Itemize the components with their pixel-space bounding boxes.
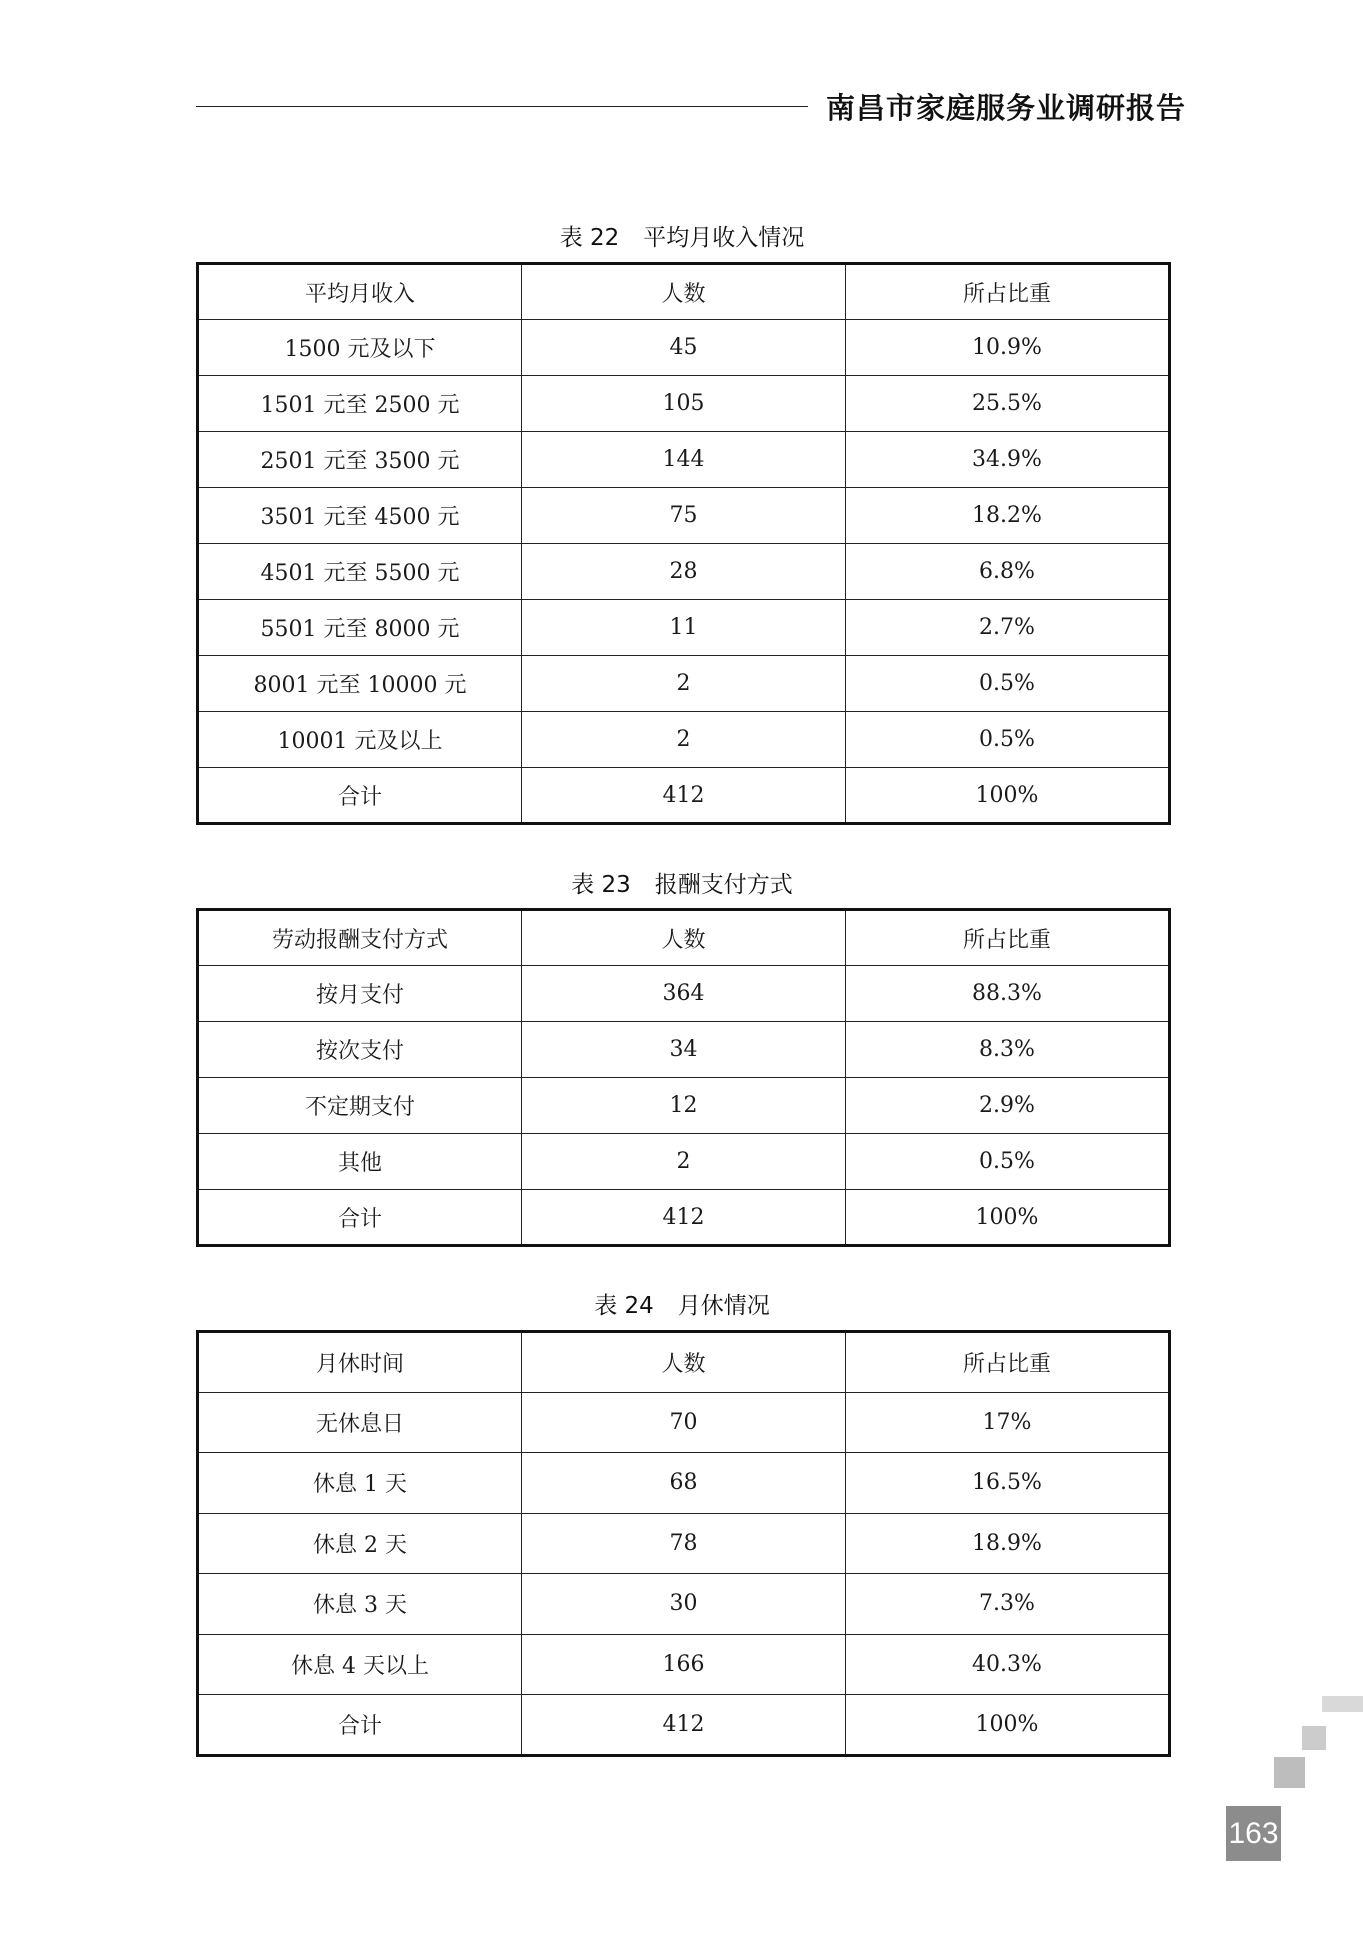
column-header: 所占比重 xyxy=(846,264,1170,320)
table-cell: 无休息日 xyxy=(198,1392,522,1453)
table-24 xyxy=(196,1330,1171,1757)
table-row xyxy=(198,1695,1170,1756)
table-cell: 合计 xyxy=(198,768,522,824)
table-cell: 4501 元至 5500 元 xyxy=(198,544,522,600)
column-header: 人数 xyxy=(522,1332,846,1393)
table-cell: 18.9% xyxy=(846,1513,1170,1574)
table-cell: 2 xyxy=(522,712,846,768)
table-row xyxy=(198,432,1170,488)
table-cell: 412 xyxy=(522,768,846,824)
table-cell: 1501 元至 2500 元 xyxy=(198,376,522,432)
table-cell: 68 xyxy=(522,1453,846,1514)
table-cell: 100% xyxy=(846,1695,1170,1756)
table-cell: 11 xyxy=(522,600,846,656)
table-cell: 1500 元及以下 xyxy=(198,320,522,376)
table-cell: 70 xyxy=(522,1392,846,1453)
corner-decoration-square xyxy=(1274,1757,1305,1788)
table-row xyxy=(198,1022,1170,1078)
table-cell: 0.5% xyxy=(846,656,1170,712)
running-header-title: 南昌市家庭服务业调研报告 xyxy=(826,91,1187,125)
table-row xyxy=(198,712,1170,768)
table-cell: 0.5% xyxy=(846,712,1170,768)
table-cell: 合计 xyxy=(198,1695,522,1756)
table-cell: 144 xyxy=(522,432,846,488)
table-cell: 18.2% xyxy=(846,488,1170,544)
column-header: 所占比重 xyxy=(846,910,1170,966)
table-cell: 休息 4 天以上 xyxy=(198,1634,522,1695)
column-header: 人数 xyxy=(522,910,846,966)
table-cell: 2 xyxy=(522,656,846,712)
table-cell: 其他 xyxy=(198,1134,522,1190)
table-cell: 34.9% xyxy=(846,432,1170,488)
table-header-row xyxy=(198,1332,1170,1393)
table-cell: 166 xyxy=(522,1634,846,1695)
column-header: 劳动报酬支付方式 xyxy=(198,910,522,966)
table-cell: 按次支付 xyxy=(198,1022,522,1078)
table-cell: 12 xyxy=(522,1078,846,1134)
table-cell: 364 xyxy=(522,966,846,1022)
table-row xyxy=(198,1078,1170,1134)
table-row xyxy=(198,1392,1170,1453)
table-row xyxy=(198,768,1170,824)
table-row xyxy=(198,1634,1170,1695)
table-cell: 34 xyxy=(522,1022,846,1078)
corner-decoration-square xyxy=(1322,1696,1363,1712)
table-cell: 40.3% xyxy=(846,1634,1170,1695)
table-24-title: 月休情况 xyxy=(677,1293,770,1319)
table-cell: 88.3% xyxy=(846,966,1170,1022)
column-header: 所占比重 xyxy=(846,1332,1170,1393)
table-cell: 5501 元至 8000 元 xyxy=(198,600,522,656)
column-header: 月休时间 xyxy=(198,1332,522,1393)
table-cell: 45 xyxy=(522,320,846,376)
table-cell: 17% xyxy=(846,1392,1170,1453)
table-22-title: 平均月收入情况 xyxy=(643,225,805,251)
table-23 xyxy=(196,908,1171,1247)
table-cell: 30 xyxy=(522,1574,846,1635)
table-cell: 78 xyxy=(522,1513,846,1574)
table-23-title: 报酬支付方式 xyxy=(654,872,793,898)
table-cell: 2.9% xyxy=(846,1078,1170,1134)
table-23-caption xyxy=(196,866,1168,899)
table-cell: 按月支付 xyxy=(198,966,522,1022)
table-header-row xyxy=(198,910,1170,966)
corner-decoration-square xyxy=(1302,1726,1326,1750)
table-cell: 合计 xyxy=(198,1190,522,1246)
table-row xyxy=(198,544,1170,600)
table-row xyxy=(198,966,1170,1022)
table-cell: 75 xyxy=(522,488,846,544)
table-24-caption xyxy=(196,1287,1168,1320)
table-row xyxy=(198,600,1170,656)
table-cell: 2.7% xyxy=(846,600,1170,656)
table-row xyxy=(198,1190,1170,1246)
table-23-body xyxy=(198,910,1170,1246)
table-cell: 不定期支付 xyxy=(198,1078,522,1134)
table-24-body xyxy=(198,1332,1170,1756)
table-row xyxy=(198,1574,1170,1635)
column-header: 人数 xyxy=(522,264,846,320)
table-row xyxy=(198,376,1170,432)
table-cell: 休息 3 天 xyxy=(198,1574,522,1635)
table-cell: 100% xyxy=(846,768,1170,824)
table-cell: 100% xyxy=(846,1190,1170,1246)
table-row xyxy=(198,1134,1170,1190)
table-22-caption xyxy=(196,219,1168,252)
table-cell: 2501 元至 3500 元 xyxy=(198,432,522,488)
table-cell: 28 xyxy=(522,544,846,600)
table-22-number: 表 22 xyxy=(559,225,620,251)
table-cell: 8.3% xyxy=(846,1022,1170,1078)
table-cell: 休息 2 天 xyxy=(198,1513,522,1574)
table-cell: 休息 1 天 xyxy=(198,1453,522,1514)
table-row xyxy=(198,1453,1170,1514)
table-cell: 2 xyxy=(522,1134,846,1190)
column-header: 平均月收入 xyxy=(198,264,522,320)
table-cell: 3501 元至 4500 元 xyxy=(198,488,522,544)
table-cell: 8001 元至 10000 元 xyxy=(198,656,522,712)
table-cell: 7.3% xyxy=(846,1574,1170,1635)
table-cell: 25.5% xyxy=(846,376,1170,432)
page-number: 163 xyxy=(1226,1806,1281,1861)
table-row xyxy=(198,1513,1170,1574)
table-22-body xyxy=(198,264,1170,824)
table-cell: 6.8% xyxy=(846,544,1170,600)
table-cell: 0.5% xyxy=(846,1134,1170,1190)
table-row xyxy=(198,320,1170,376)
table-24-number: 表 24 xyxy=(594,1293,654,1319)
table-22 xyxy=(196,262,1171,825)
table-cell: 412 xyxy=(522,1695,846,1756)
header-rule xyxy=(196,106,808,107)
table-cell: 105 xyxy=(522,376,846,432)
table-cell: 412 xyxy=(522,1190,846,1246)
table-row xyxy=(198,488,1170,544)
table-row xyxy=(198,656,1170,712)
table-cell: 10001 元及以上 xyxy=(198,712,522,768)
table-23-number: 表 23 xyxy=(571,872,631,898)
table-header-row xyxy=(198,264,1170,320)
table-cell: 10.9% xyxy=(846,320,1170,376)
table-cell: 16.5% xyxy=(846,1453,1170,1514)
